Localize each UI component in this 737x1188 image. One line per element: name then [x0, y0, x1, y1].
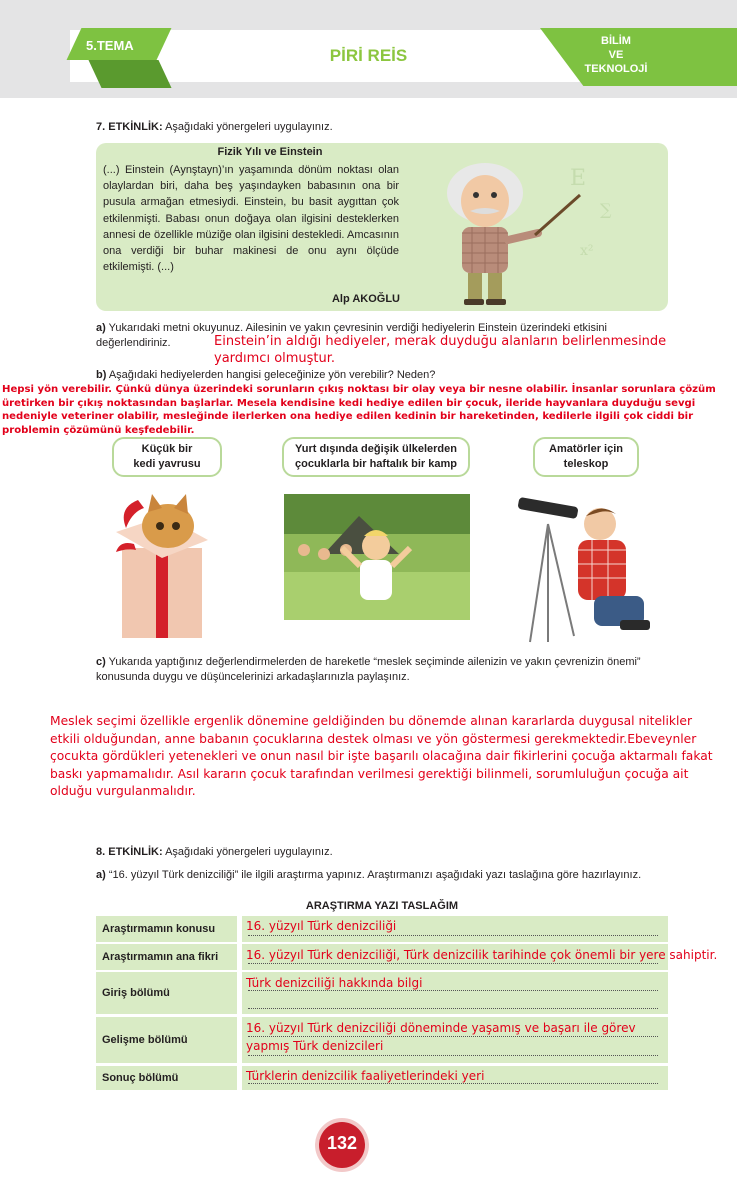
- draft-row-topic: [96, 916, 668, 942]
- draft-row-answer-line-1: 16. yüzyıl Türk denizciliği döneminde yaşamış ve başarı ile görev: [246, 1021, 636, 1035]
- page-number: 132: [326, 1133, 358, 1153]
- answer-7c: Meslek seçimi özellikle ergenlik dönemine geldiğinden bu dönemde alınan kararlarda duygusal nitelikler etkili olduğundan, anne babanın çocuklarına destek olması ve yön göstermesi gerekmektedir.Ebeveynler çocukta gördükleri yetenekleri ve onun nasıl bir işte başarılı olacağına dair fikirlerini çocuğa aktarmalı fakat baskı yapmamalıdır. Asıl kararın çocuk tarafından verilmesi gerektiği bilinmeli, sorumluluğun çocuğa ait olduğu vurgulanmalıdır.: [50, 714, 713, 798]
- question-7b-text: Aşağıdaki hediyelerden hangisi geleceğinize yön verebilir? Neden?: [108, 369, 436, 381]
- question-7c: [96, 655, 676, 685]
- activity-7-instruction: Aşağıdaki yönergeleri uygulayınız.: [165, 121, 333, 133]
- activity-7-heading: [96, 121, 333, 133]
- question-8a-label: a): [96, 869, 106, 881]
- draft-row-conclusion: [96, 1066, 668, 1090]
- question-7a-text: Yukarıdaki metni okuyunuz. Ailesinin ve yakın çevresinin verdiği hediyelerin Einstein üzerindeki etkisini değerlendiriniz.: [96, 322, 607, 349]
- draft-table-title: ARAŞTIRMA YAZI TASLAĞIM: [305, 900, 459, 912]
- draft-row-introduction: [96, 972, 668, 1014]
- reading-text-title: Fizik Yılı ve Einstein: [217, 146, 323, 158]
- theme-name-line-2: VE: [608, 49, 624, 61]
- telescope-image: [508, 484, 658, 646]
- draft-row-answer: 16. yüzyıl Türk denizciliği: [246, 919, 397, 933]
- draft-row-answer-line-2: yapmış Türk denizcileri: [246, 1039, 384, 1053]
- draft-row-answer: Türk denizciliği hakkında bilgi: [246, 976, 423, 990]
- gift-camp-line-2: çocuklarla bir haftalık bir kamp: [294, 458, 457, 470]
- activity-7-label: 7. ETKİNLİK:: [96, 121, 163, 133]
- question-7c-text: Yukarıda yaptığınız değerlendirmelerden de hareketle “meslek seçiminde ailenizin ve yakın çevrenizin önemi” konusunda duygu ve düşüncelerinizi arkadaşlarınızla paylaşınız.: [96, 656, 641, 683]
- kitten-gift-image: [108, 488, 218, 643]
- activity-8-instruction: Aşağıdaki yönergeleri uygulayınız.: [165, 846, 333, 858]
- einstein-illustration: [430, 145, 630, 305]
- answer-7a: Einstein’in aldığı hediyeler, merak duyduğu alanların belirlenmesinde yardımcı olmuştur.: [214, 334, 667, 366]
- svg-text:E: E: [570, 166, 587, 191]
- gift-label-kitten: [112, 437, 222, 477]
- question-8a: [96, 868, 676, 883]
- gift-kitten-line-1: Küçük bir: [141, 443, 193, 455]
- draft-row-label: Sonuç bölümü: [96, 1066, 237, 1090]
- gift-kitten-line-2: kedi yavrusu: [133, 458, 201, 470]
- svg-text:x²: x²: [580, 243, 594, 259]
- draft-row-answer: Türklerin denizcilik faaliyetlerindeki yeri: [246, 1069, 485, 1083]
- gift-telescope-line-1: Amatörler için: [549, 443, 623, 455]
- page-title: PİRİ REİS: [329, 46, 408, 65]
- theme-name-line-3: TEKNOLOJİ: [584, 63, 648, 75]
- reading-text-body: (...) Einstein (Aynştayn)’ın yaşamında dönüm noktası olan olaylardan biri, daha beş yaşındayken babasının ona bir pusula armağan etmesiydi. Einstein, bu basit aygıttan çok etkilenmişti. Babası onun doğaya olan ilgisini desteklerken annesi de özellikle müziğe olan ilgisini destekledi. Amcasının ona verdiği bir buhar makinesi de onu aynı ölçüde etkilemişti. (...): [103, 164, 399, 274]
- question-8a-text: “16. yüzyıl Türk denizciliği” ile ilgili araştırma yapınız. Araştırmanızı aşağıdaki yazı taslağına göre hazırlayınız.: [108, 869, 642, 881]
- draft-row-label: Gelişme bölümü: [96, 1017, 237, 1063]
- draft-row-label: Giriş bölümü: [96, 972, 237, 1014]
- svg-text:∑: ∑: [600, 200, 612, 219]
- theme-number: 5.TEMA: [86, 38, 134, 53]
- reading-text-author: Alp AKOĞLU: [331, 293, 400, 305]
- draft-row-answer: 16. yüzyıl Türk denizciliği, Türk denizcilik tarihinde çok önemli bir yere sahiptir.: [246, 948, 718, 962]
- draft-row-label: Araştırmamın ana fikri: [96, 944, 237, 970]
- theme-name: [575, 34, 657, 76]
- gift-label-camp: [282, 437, 470, 477]
- theme-name-line-1: BİLİM: [601, 35, 631, 47]
- question-7b: [96, 368, 676, 383]
- question-7b-label: b): [96, 369, 107, 381]
- question-7c-label: c): [96, 656, 106, 668]
- gift-label-telescope: [533, 437, 639, 477]
- gift-telescope-line-2: teleskop: [563, 458, 609, 470]
- answer-7b: Hepsi yön verebilir. Çünkü dünya üzerindeki sorunların çıkış noktası bir olay veya bir nesne olabilir. İnsanlar sorunlara çözüm üretirken bir çıkış noktasından başlarlar. Mesela kendisine kedi hediye edilen bir çocuk, ileride hayvanlara duyduğu sevgi nedeniyle veteriner olabilir, mesleğinde ilerlerken ona hediye edilen kedinin bir hareketinden, kedilerle ilgili çok ciddi bir problemin çözümünü keşfedebilir.: [2, 384, 716, 436]
- draft-row-main-idea: [96, 944, 718, 970]
- draft-row-label: Araştırmamın konusu: [96, 916, 237, 942]
- activity-8-label: 8. ETKİNLİK:: [96, 846, 163, 858]
- activity-8-heading: [96, 846, 333, 858]
- draft-row-development: [96, 1017, 668, 1063]
- question-7a-label: a): [96, 322, 106, 334]
- camp-image: [284, 494, 470, 620]
- gift-camp-line-1: Yurt dışında değişik ülkelerden: [295, 443, 457, 455]
